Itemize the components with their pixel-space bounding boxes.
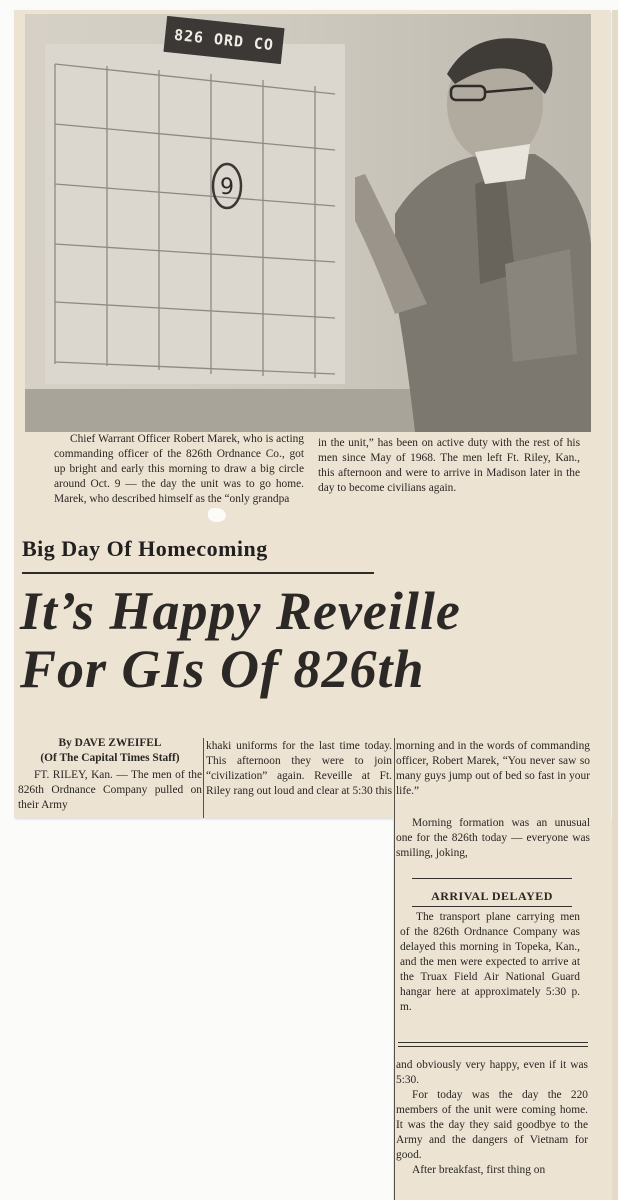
section-rule bbox=[398, 1046, 588, 1047]
story-column-2: khaki uniforms for the last time today. This afternoon they were to join “civilization” again. Reveille at Ft. Riley rang out loud and clear at 5:30 this bbox=[206, 740, 393, 797]
clipping-edge bbox=[612, 10, 618, 1200]
kicker-headline: Big Day Of Homecoming bbox=[22, 536, 374, 574]
unit-sign: 826 ORD CO bbox=[163, 16, 284, 64]
byline bbox=[18, 736, 202, 766]
story-column-1: FT. RILEY, Kan. — The men of the 826th Ordnance Company pulled on their Army bbox=[18, 769, 202, 811]
story-column-3-continued: Morning formation was an unusual one for the 826th today — everyone was smiling, joking, bbox=[396, 817, 590, 859]
column-rule bbox=[394, 738, 395, 1200]
circled-date: 9 bbox=[220, 175, 234, 200]
photo-caption-left: Chief Warrant Officer Robert Marek, who is acting commanding officer of the 826th Ordnance Co., got up bright and early this morning to draw a big circle around Oct. 9 — the day the unit was to go home. Marek, who described himself as the “only grandpa bbox=[54, 433, 304, 505]
column-rule bbox=[203, 738, 204, 818]
subhead-arrival-delayed: ARRIVAL DELAYED bbox=[431, 889, 553, 903]
story-continuation: and obviously very happy, even if it was 5:30. For today was the day the 220 members of the unit were coming home. It was the day they said goodbye to the Army and the dangers of Vietnam for good. After breakfast, first thing on bbox=[396, 1059, 588, 1176]
calendar-board bbox=[45, 44, 345, 384]
byline-author: By DAVE ZWEIFEL bbox=[58, 737, 162, 749]
torn-hole bbox=[208, 508, 226, 522]
headline-line-1: It’s Happy Reveille bbox=[20, 581, 461, 641]
officer-figure bbox=[355, 14, 591, 432]
main-headline bbox=[20, 582, 600, 698]
section-rule bbox=[398, 1042, 588, 1043]
news-photo bbox=[25, 14, 591, 432]
subhead-rules bbox=[412, 878, 572, 882]
boxed-story: The transport plane carrying men of the 826th Ordnance Company was delayed this morning in Topeka, Kan., and the men were expected to arrive at the Truax Field Air National Guard hangar here at approximately 5:30 p. m. bbox=[400, 911, 580, 1013]
headline-line-2: For GIs Of 826th bbox=[20, 639, 425, 699]
byline-staff: (Of The Capital Times Staff) bbox=[40, 752, 180, 764]
photo-caption-right: in the unit,” has been on active duty with the rest of his men since May of 1968. The men left Ft. Riley, Kan., this afternoon and were to arrive in Madison later in the day to become civilians again. bbox=[318, 437, 580, 494]
story-column-3: morning and in the words of commanding officer, Robert Marek, “You never saw so many guys jump out of bed so fast in your life.” bbox=[396, 740, 590, 797]
subhead-rule bbox=[412, 906, 572, 907]
